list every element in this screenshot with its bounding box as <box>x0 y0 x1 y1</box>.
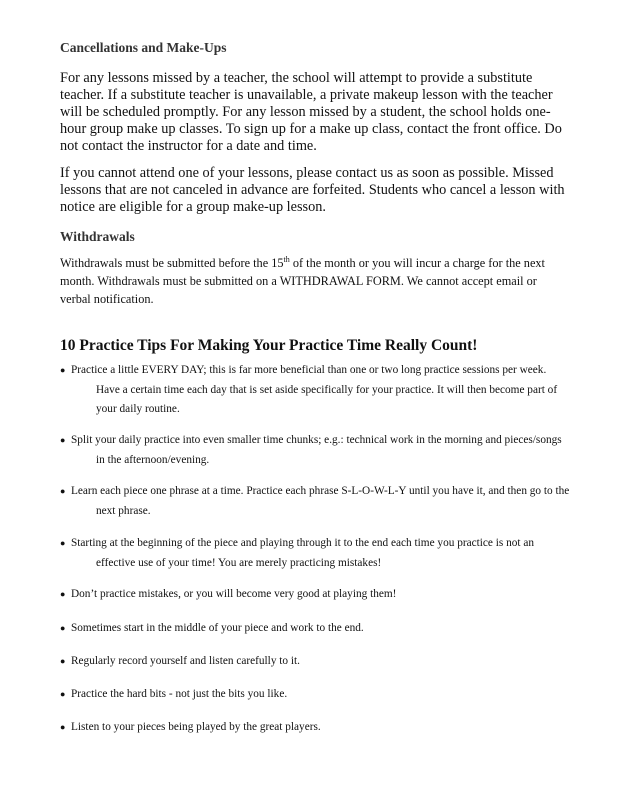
tip-text: Split your daily practice into even smaller time chunks; e.g.: technical work in the morning and pieces/songs in the afternoon/evening. <box>71 434 562 466</box>
list-item <box>60 534 570 573</box>
bullet-icon: ● <box>60 589 66 599</box>
tip-text: Practice a little EVERY DAY; this is far more beneficial than one or two long practice sessions per week. Have a certain time each day that is set aside specifically for your practice. It will then become part of your daily routine. <box>71 364 558 415</box>
bullet-icon: ● <box>60 365 66 375</box>
cancellations-heading: Cancellations and Make-Ups <box>60 40 227 55</box>
bullet-icon: ● <box>60 722 66 732</box>
tip-text: Listen to your pieces being played by the great players. <box>71 721 321 733</box>
tip-text: Learn each piece one phrase at a time. Practice each phrase S-L-O-W-L-Y until you have it, and then go to the next phrase. <box>71 485 570 517</box>
practice-tips-heading: 10 Practice Tips For Making Your Practice Time Really Count! <box>60 337 478 354</box>
withdrawals-text-end: of the month or you will incur a charge for the next month. Withdrawals must be submitted on a WITHDRAWAL FORM. We cannot accept email or verbal notification. <box>60 256 545 306</box>
tip-text: Don’t practice mistakes, or you will become very good at playing them! <box>71 588 397 600</box>
withdrawals-paragraph <box>60 254 570 308</box>
list-item <box>60 431 570 470</box>
list-item <box>60 585 570 605</box>
bullet-icon: ● <box>60 623 66 633</box>
cancellations-paragraph-2: If you cannot attend one of your lessons, please contact us as soon as possible. Missed lessons that are not canceled in advance are forfeited. Students who cancel a lesson with notice are eligible for a group make-up lesson. <box>60 165 565 215</box>
bullet-icon: ● <box>60 689 66 699</box>
withdrawals-heading: Withdrawals <box>60 229 135 244</box>
list-item <box>60 482 570 521</box>
list-item <box>60 619 570 639</box>
list-item <box>60 685 570 705</box>
list-item <box>60 718 570 738</box>
tip-text: Starting at the beginning of the piece and playing through it to the end each time you practice is not an effective use of your time! You are merely practicing mistakes! <box>71 537 535 569</box>
withdrawals-superscript: th <box>283 254 290 264</box>
cancellations-paragraph-1: For any lessons missed by a teacher, the school will attempt to provide a substitute teacher. If a substitute teacher is unavailable, a private makeup lesson with the teacher will be scheduled promptly. For any lesson missed by a student, the school holds one-hour group make up classes. To sign up for a make up class, contact the front office. Do not contact the instructor for a date and time. <box>60 70 562 154</box>
tip-text: Sometimes start in the middle of your piece and work to the end. <box>71 622 364 634</box>
bullet-icon: ● <box>60 486 66 496</box>
bullet-icon: ● <box>60 656 66 666</box>
withdrawals-text-start: Withdrawals must be submitted before the 15 <box>60 256 284 270</box>
bullet-icon: ● <box>60 435 66 445</box>
list-item <box>60 361 570 420</box>
bullet-icon: ● <box>60 538 66 548</box>
list-item <box>60 652 570 672</box>
tip-text: Practice the hard bits - not just the bits you like. <box>71 688 288 700</box>
tip-text: Regularly record yourself and listen carefully to it. <box>71 655 300 667</box>
